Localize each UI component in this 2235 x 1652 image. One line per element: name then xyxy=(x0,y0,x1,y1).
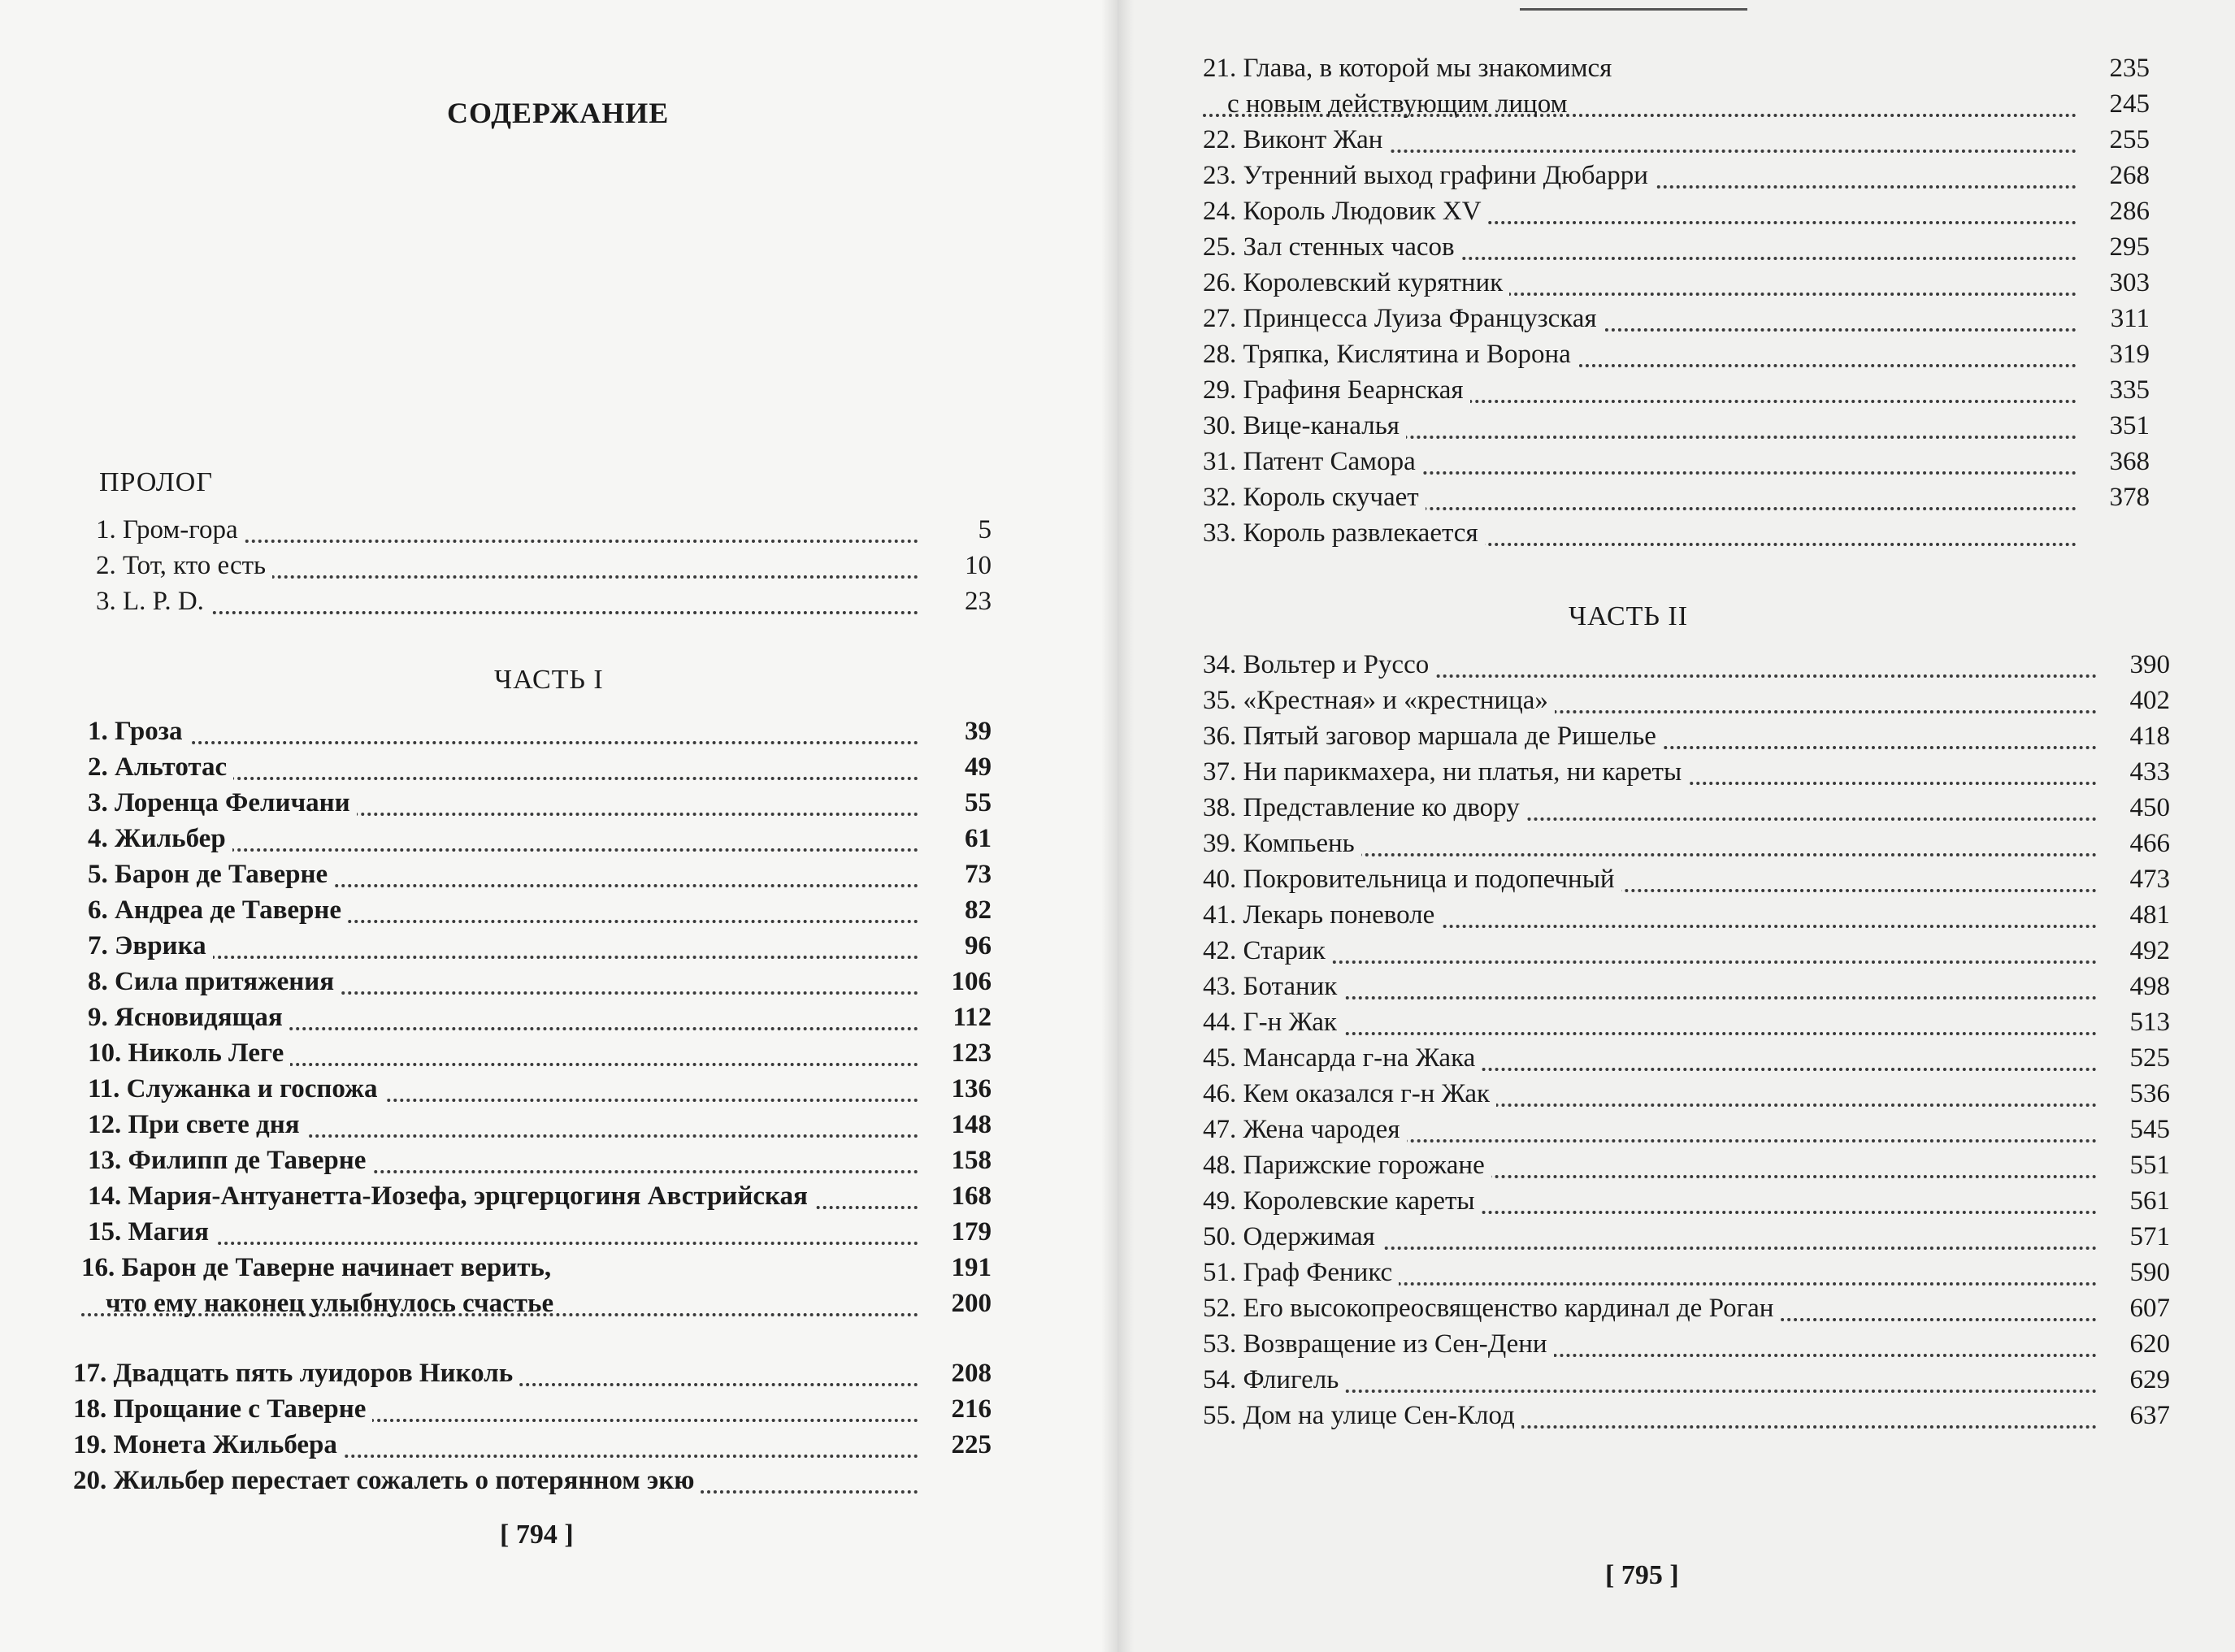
toc-entry-page: 39 xyxy=(965,717,992,746)
toc-entry-label: 37. Ни парикмахера, ни платья, ни кареты xyxy=(1203,754,1688,790)
toc-entry-page: 73 xyxy=(965,860,992,889)
toc-entry xyxy=(1203,1147,2170,1183)
prologue-list xyxy=(96,512,992,619)
part1-continued-list xyxy=(1203,122,2150,551)
toc-entry-continuation: с новым действующим лицом xyxy=(1227,89,1568,119)
toc-entry-label: 13. Филипп де Таверне xyxy=(88,1143,372,1178)
toc-entry xyxy=(1203,1398,2170,1433)
toc-entry-label: 15. Магия xyxy=(88,1214,215,1250)
toc-entry-label: 2. Тот, кто есть xyxy=(96,548,272,583)
toc-entry xyxy=(1203,647,2170,683)
toc-entry-label: 40. Покровительница и подопечный xyxy=(1203,861,1621,897)
toc-entry-page: 492 xyxy=(2129,936,2170,965)
toc-entry-label: 19. Монета Жильбера xyxy=(73,1427,344,1463)
toc-entry-page: 49 xyxy=(965,752,992,782)
toc-entry xyxy=(1203,158,2150,193)
toc-entry xyxy=(1203,897,2170,933)
toc-entry-label: 10. Николь Леге xyxy=(88,1035,290,1071)
toc-entry xyxy=(1203,1290,2170,1326)
toc-entry xyxy=(73,1463,992,1498)
toc-entry-label: 27. Принцесса Луиза Французская xyxy=(1203,301,1604,336)
toc-entry-label: 6. Андреа де Таверне xyxy=(88,892,348,928)
toc-entry xyxy=(1203,969,2170,1004)
page-number: [ 794 ] xyxy=(500,1520,574,1550)
toc-entry-label: 1. Гроза xyxy=(88,713,189,749)
toc-entry-page: 481 xyxy=(2129,900,2170,930)
toc-entry xyxy=(1203,479,2150,515)
toc-entry xyxy=(1203,1040,2170,1076)
toc-entry xyxy=(73,1391,992,1427)
toc-entry-label: 11. Служанка и госпожа xyxy=(88,1071,384,1107)
toc-entry xyxy=(1203,826,2170,861)
toc-entry-label: 38. Представление ко двору xyxy=(1203,790,1526,826)
right-double-entry xyxy=(1203,50,2150,122)
toc-entry xyxy=(96,512,992,548)
toc-entry-label: 1. Гром-гора xyxy=(96,512,245,548)
toc-entry-label: 12. При свете дня xyxy=(88,1107,306,1143)
part2-list xyxy=(1203,647,2170,1433)
toc-entry-page: 536 xyxy=(2129,1079,2170,1108)
toc-entry-page: 629 xyxy=(2129,1365,2170,1394)
toc-entry-page: 286 xyxy=(2109,197,2150,226)
toc-entry xyxy=(88,964,992,999)
leader-dots xyxy=(88,741,918,744)
toc-entry-page: 418 xyxy=(2129,722,2170,751)
toc-entry xyxy=(1203,683,2170,718)
toc-entry-page: 245 xyxy=(2109,89,2150,119)
toc-entry-label: 23. Утренний выход графини Дюбарри xyxy=(1203,158,1655,193)
toc-entry-label: 20. Жильбер перестает сожалеть о потерянном экю xyxy=(73,1463,701,1498)
toc-entry-label: 18. Прощание с Таверне xyxy=(73,1391,372,1427)
page-number: [ 795 ] xyxy=(1605,1560,1679,1590)
part1-tail-list xyxy=(73,1355,992,1498)
toc-entry-label: 5. Барон де Таверне xyxy=(88,856,334,892)
toc-entry xyxy=(88,1178,992,1214)
toc-entry xyxy=(1203,1004,2170,1040)
toc-entry-label: 33. Король развлекается xyxy=(1203,515,1485,551)
toc-entry xyxy=(1203,1076,2170,1112)
toc-entry-label: 41. Лекарь поневоле xyxy=(1203,897,1441,933)
part1-double-entry xyxy=(81,1250,992,1321)
toc-entry-page: 551 xyxy=(2129,1151,2170,1180)
toc-entry-label: 26. Королевский курятник xyxy=(1203,265,1509,301)
toc-entry-label: 7. Эврика xyxy=(88,928,213,964)
toc-entry xyxy=(1203,50,2150,122)
toc-entry-label: 17. Двадцать пять луидоров Николь xyxy=(73,1355,519,1391)
toc-entry-label: 49. Королевские кареты xyxy=(1203,1183,1482,1219)
toc-entry-page: 168 xyxy=(951,1182,992,1211)
toc-entry-page: 10 xyxy=(965,551,992,580)
toc-entry-page: 303 xyxy=(2109,268,2150,297)
toc-entry-page: 158 xyxy=(951,1146,992,1175)
toc-entry-page: 378 xyxy=(2109,483,2150,512)
toc-entry-label: 2. Альтотас xyxy=(88,749,233,785)
toc-entry-page: 295 xyxy=(2109,232,2150,262)
toc-entry-label: 30. Вице-каналья xyxy=(1203,408,1406,444)
toc-entry-label: 48. Парижские горожане xyxy=(1203,1147,1491,1183)
toc-entry xyxy=(88,892,992,928)
toc-entry-page: 148 xyxy=(951,1110,992,1139)
toc-entry-label: 36. Пятый заговор маршала де Ришелье xyxy=(1203,718,1663,754)
toc-entry xyxy=(88,713,992,749)
toc-entry-page: 368 xyxy=(2109,447,2150,476)
toc-entry-label: 55. Дом на улице Сен-Клод xyxy=(1203,1398,1521,1433)
toc-entry xyxy=(1203,301,2150,336)
toc-entry-page: 136 xyxy=(951,1074,992,1104)
toc-entry-page: 96 xyxy=(965,931,992,960)
toc-entry-label: 54. Флигель xyxy=(1203,1362,1345,1398)
toc-entry-label: 42. Старик xyxy=(1203,933,1332,969)
toc-entry xyxy=(1203,1183,2170,1219)
leader-dots xyxy=(1203,960,2097,964)
toc-entry-label: 3. L. P. D. xyxy=(96,583,210,619)
toc-entry xyxy=(1203,1219,2170,1255)
toc-entry-page: 255 xyxy=(2109,125,2150,154)
toc-entry xyxy=(88,856,992,892)
toc-entry-page: 216 xyxy=(951,1394,992,1424)
toc-entry-label: 8. Сила притяжения xyxy=(88,964,341,999)
toc-entry xyxy=(1203,718,2170,754)
toc-entry xyxy=(88,821,992,856)
toc-entry xyxy=(81,1250,992,1321)
prologue-heading: ПРОЛОГ xyxy=(99,467,214,497)
toc-entry-page: 620 xyxy=(2129,1329,2170,1359)
toc-entry-label: 34. Вольтер и Руссо xyxy=(1203,647,1435,683)
toc-entry-page: 23 xyxy=(965,587,992,616)
toc-entry-page: 225 xyxy=(951,1430,992,1459)
toc-entry xyxy=(96,548,992,583)
toc-entry-label: 25. Зал стенных часов xyxy=(1203,229,1461,265)
toc-entry-label: 46. Кем оказался г-н Жак xyxy=(1203,1076,1496,1112)
toc-entry-page: 61 xyxy=(965,824,992,853)
toc-entry-page: 5 xyxy=(978,515,992,544)
toc-entry-page: 637 xyxy=(2129,1401,2170,1430)
toc-entry-label: 22. Виконт Жан xyxy=(1203,122,1389,158)
toc-entry-label: 3. Лоренца Феличани xyxy=(88,785,357,821)
toc-entry xyxy=(1203,336,2150,372)
part2-heading: ЧАСТЬ II xyxy=(1569,601,1689,631)
toc-entry-page: 123 xyxy=(951,1038,992,1068)
toc-entry xyxy=(1203,515,2150,551)
toc-entry xyxy=(88,928,992,964)
toc-entry-label: 35. «Крестная» и «крестница» xyxy=(1203,683,1555,718)
toc-entry-page: 590 xyxy=(2129,1258,2170,1287)
toc-entry xyxy=(88,749,992,785)
toc-entry-label: 16. Барон де Таверне начинает верить, xyxy=(81,1250,558,1286)
toc-entry-page: 525 xyxy=(2129,1043,2170,1073)
toc-entry xyxy=(1203,193,2150,229)
toc-entry xyxy=(1203,1326,2170,1362)
toc-entry-page: 191 xyxy=(951,1253,992,1282)
toc-entry xyxy=(1203,122,2150,158)
toc-entry xyxy=(88,785,992,821)
toc-entry-page: 351 xyxy=(2109,411,2150,440)
toc-entry-page: 466 xyxy=(2129,829,2170,858)
toc-entry-label: 32. Король скучает xyxy=(1203,479,1426,515)
toc-entry xyxy=(1203,1362,2170,1398)
toc-entry-page: 498 xyxy=(2129,972,2170,1001)
toc-entry-page: 433 xyxy=(2129,757,2170,787)
toc-entry xyxy=(73,1355,992,1391)
toc-entry-page: 208 xyxy=(951,1359,992,1388)
toc-entry-page: 390 xyxy=(2129,650,2170,679)
toc-entry-page: 607 xyxy=(2129,1294,2170,1323)
right-page xyxy=(1118,0,2235,1652)
toc-entry-continuation: что ему наконец улыбнулось счастье xyxy=(106,1289,554,1318)
leader-dots xyxy=(96,611,918,614)
toc-entry xyxy=(1203,933,2170,969)
toc-entry xyxy=(1203,229,2150,265)
page-edge-line xyxy=(1520,8,1747,11)
toc-entry-label: 43. Ботаник xyxy=(1203,969,1343,1004)
toc-entry-page: 545 xyxy=(2129,1115,2170,1144)
part1-list xyxy=(88,713,992,1250)
toc-entry-page: 200 xyxy=(951,1289,992,1318)
toc-entry xyxy=(1203,1112,2170,1147)
toc-entry-page: 513 xyxy=(2129,1008,2170,1037)
toc-entry-page: 106 xyxy=(951,967,992,996)
toc-entry xyxy=(73,1427,992,1463)
toc-entry xyxy=(88,1214,992,1250)
toc-entry-label: 29. Графиня Беарнская xyxy=(1203,372,1470,408)
toc-entry-label: 9. Ясновидящая xyxy=(88,999,289,1035)
toc-entry-page: 571 xyxy=(2129,1222,2170,1251)
toc-entry-page: 319 xyxy=(2109,340,2150,369)
book-gutter xyxy=(1101,0,1134,1652)
toc-entry-page: 55 xyxy=(965,788,992,817)
toc-entry-page: 82 xyxy=(965,895,992,925)
toc-entry-label: 50. Одержимая xyxy=(1203,1219,1382,1255)
toc-entry-label: 14. Мария-Антуанетта-Иозефа, эрцгерцогиня Австрийская xyxy=(88,1178,814,1214)
toc-entry-page: 402 xyxy=(2129,686,2170,715)
toc-entry-label: 24. Король Людовик XV xyxy=(1203,193,1488,229)
toc-entry xyxy=(1203,754,2170,790)
toc-entry-label: 53. Возвращение из Сен-Дени xyxy=(1203,1326,1554,1362)
toc-entry xyxy=(1203,790,2170,826)
toc-entry-label: 4. Жильбер xyxy=(88,821,232,856)
toc-entry-page: 335 xyxy=(2109,375,2150,405)
toc-entry xyxy=(88,999,992,1035)
toc-entry xyxy=(96,583,992,619)
toc-entry xyxy=(88,1071,992,1107)
toc-entry xyxy=(88,1143,992,1178)
toc-entry-label: 51. Граф Феникс xyxy=(1203,1255,1399,1290)
toc-entry-page: 311 xyxy=(2110,304,2150,333)
toc-entry-page: 235 xyxy=(2109,54,2150,83)
toc-entry-label: 44. Г-н Жак xyxy=(1203,1004,1343,1040)
toc-entry xyxy=(1203,1255,2170,1290)
toc-entry-page: 268 xyxy=(2109,161,2150,190)
toc-entry xyxy=(88,1035,992,1071)
toc-entry-label: 45. Мансарда г-на Жака xyxy=(1203,1040,1482,1076)
toc-entry xyxy=(1203,265,2150,301)
toc-entry-page: 450 xyxy=(2129,793,2170,822)
part1-heading: ЧАСТЬ I xyxy=(494,665,604,695)
toc-entry xyxy=(1203,861,2170,897)
toc-entry-label: 47. Жена чародея xyxy=(1203,1112,1407,1147)
toc-entry-page: 473 xyxy=(2129,865,2170,894)
toc-entry-page: 561 xyxy=(2129,1186,2170,1216)
toc-entry-label: 21. Глава, в которой мы знакомимся xyxy=(1203,50,1618,86)
toc-entry-label: 39. Компьень xyxy=(1203,826,1361,861)
toc-entry xyxy=(1203,408,2150,444)
page-title: СОДЕРЖАНИЕ xyxy=(447,97,670,129)
toc-entry-label: 31. Патент Самора xyxy=(1203,444,1422,479)
toc-entry-page: 179 xyxy=(951,1217,992,1247)
toc-entry xyxy=(88,1107,992,1143)
toc-entry-page: 112 xyxy=(953,1003,992,1032)
toc-entry-label: 28. Тряпка, Кислятина и Ворона xyxy=(1203,336,1578,372)
toc-entry xyxy=(1203,444,2150,479)
toc-entry xyxy=(1203,372,2150,408)
toc-entry-label: 52. Его высокопреосвященство кардинал де Роган xyxy=(1203,1290,1780,1326)
